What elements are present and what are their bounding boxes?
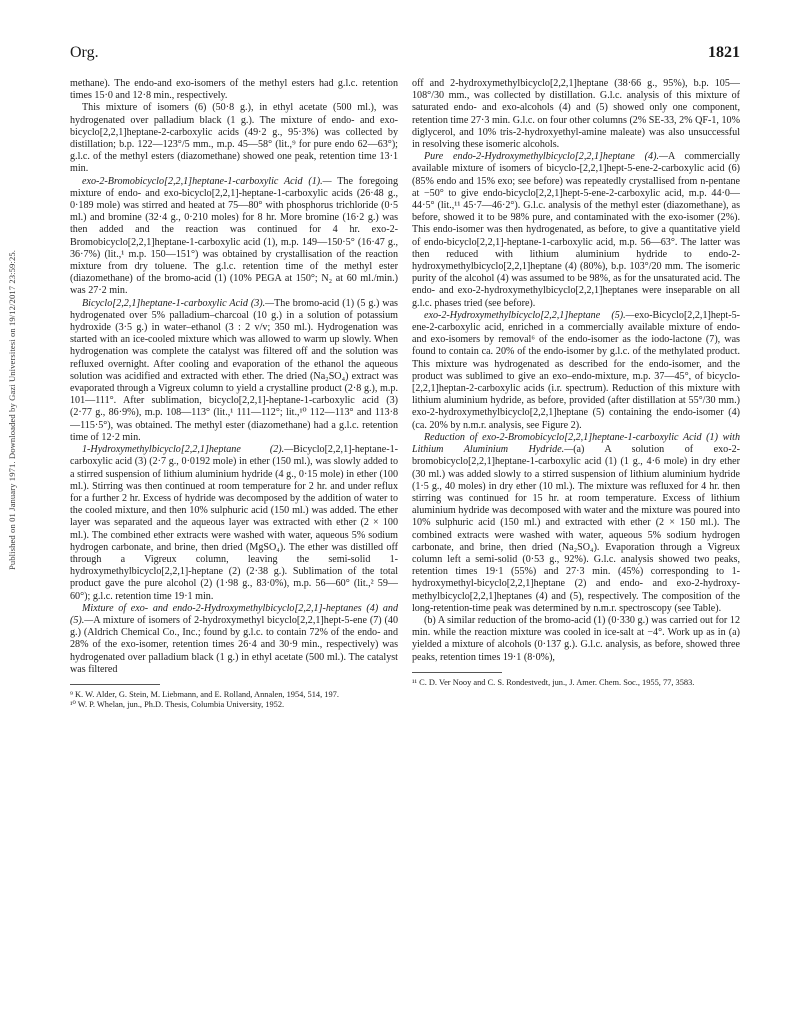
left-column <box>70 78 398 1026</box>
section-heading: exo-2-Hydroxymethylbicyclo[2,2,1]heptane (5).— <box>424 309 635 321</box>
footnote-divider <box>70 684 160 685</box>
paragraph: (b) A similar reduction of the bromo-acid (1) (0·330 g.) was carried out for 12 min. while the reaction mixture was cooled in ice-salt at −4°. Work up as in (a) yielded a mixture of alcohols (0·137 g.). G.l.c. analysis, as before, showed three peaks, retention times 19·1 (8·0%), <box>412 614 740 663</box>
section-paragraph <box>412 310 740 432</box>
paragraph-text: A mixture of isomers of 2-hydroxymethyl bicyclo[2,2,1]hept-5-ene (7) (40 g.) (Aldrich Chemical Co., Inc.; found by g.l.c. to contain 72% of the endo- and 28% of the exo-isomer, retention times 26·4 and 30·9 min., respectively) was hydrogenated over palladium black (1 g.) in ethyl acetate (500 ml.). The catalyst was filtered <box>70 614 398 675</box>
footnote-divider <box>412 672 502 673</box>
section-paragraph <box>412 151 740 310</box>
section-heading: Mixture of exo- and endo-2-Hydroxymethylbicyclo[2,2,1]-heptanes (4) and (5).— <box>70 602 398 626</box>
paragraph: This mixture of isomers (6) (50·8 g.), in ethyl acetate (500 ml.), was hydrogenated over palladium black (1 g.). The mixture of endo- and exo-bicyclo[2,2,1]heptane-2-carboxylic acids (49·2 g., 95·3%) was collected by distillation; b.p. 122—123°/5 mm., m.p. 45—58° (lit.,⁹ for pure endo 62—63°); g.l.c. of the methyl esters (diazomethane) showed one peak, retention time 13·1 min. <box>70 102 398 175</box>
paragraph: off and 2-hydroxymethylbicyclo[2,2,1]heptane (38·66 g., 95%), b.p. 105—108°/30 mm., was collected by distillation. G.l.c. analysis of this mixture of saturated endo- and exo-alcohols (4) and (5) showed only one component, retention time 27·3 min. G.l.c. on four other columns (2% SE-33, 2% QF-1, 10% diglycerol, and 10% tris-2-hydroxyethyl-amine maleate) was also unsuccessful in resolving these isomeric alcohols. <box>412 78 740 151</box>
section-heading: Reduction of exo-2-Bromobicyclo[2,2,1]heptane-1-carboxylic Acid (1) with Lithium Aluminium Hydride.— <box>412 431 740 456</box>
section-paragraph <box>412 432 740 615</box>
section-paragraph <box>70 176 398 298</box>
section-heading: 1-Hydroxymethylbicyclo[2,2,1]heptane (2).— <box>82 444 294 456</box>
footnote: ¹⁰ W. P. Whelan, jun., Ph.D. Thesis, Columbia University, 1952. <box>70 700 285 710</box>
journal-name: Org. <box>70 44 99 61</box>
section-paragraph <box>70 298 398 444</box>
footnote: ⁹ K. W. Alder, G. Stein, M. Liebmann, and E. Rolland, Annalen, 1954, 514, 197. <box>70 689 339 699</box>
paragraph-text: The bromo-acid (1) (5 g.) was hydrogenated over 5% palladium–charcoal (10 g.) in a solution of potassium hydroxide (3·5 g.) in water–ethanol (3 : 2 v/v; 350 ml.). Hydrogenation was started with an ice-cooled mixture which was allowed to warm up slowly. When hydrogenation was complete the catalyst was filtered off and the solution was refluxed overnight. After cooling and evaporation of the ethanol the aqueous solution was acidified and extracted with ether. The dried (Na₂SO₄) extract was evaporated through a Vigreux column to yield a crystalline product (2·8 g.), m.p. 101—111°. After sublimation, bicyclo[2,2,1]-heptane-1-carboxylic acid (3) (2·77 g., 86·9%), m.p. 108—113° (lit.,¹ 111—112°; lit.,¹⁰ 112—113° and 113·8—115·5°), was obtained. The methyl ester (diazomethane) had a g.l.c. retention time of 12·2 min. <box>70 297 398 443</box>
paragraph-text: A commercially available mixture of isomers of bicyclo-[2,2,1]hept-5-ene-2-carboxylic acid (6) (85% endo and 15% exo; see before) was repeatedly crystallised from n-pentane at −50° to give endo-bicyclo[2,2,1]hept-5-ene-2-carboxylic acid, m.p. 44·0—44·5° (lit.,¹¹ 45·7—46·2°). G.l.c. analysis of the methyl ester (diazomethane), as before, showed it to be 98% pure, and contaminated with the exo-isomer (2%). This endo-isomer was then hydrogenated, as before, to give a quantitative yield of endo-bicyclo[2,2,1]-heptane-1-carboxylic acid, m.p. 56—63°. The latter was then reduced with lithium aluminium hydride to endo-2-hydroxymethylbicyclo[2,2,1]heptane (4) (80%), b.p. 103°/20 mm. The isomeric purity of the alcohol (4) was assumed to be 98%, as for the unsaturated acid. The endo- and exo-2-hydroxymethylbicyclo[2,2,1]heptanes were inseparable on all g.l.c. phases tried (see before). <box>412 151 740 309</box>
section-paragraph <box>70 444 398 603</box>
paragraph-text: Bicyclo[2,2,1]-heptane-1-carboxylic acid (3) (2·7 g., 0·0192 mole) in ether (150 ml.), was slowly added to a stirred suspension of lithium aluminium hydride (4 g., 0·15 mole) in ether (100 ml.). Stirring was then continued at room temperature for 2 hr. and under reflux for a further 2 hr. Excess of hydride was decomposed by the addition of water to the cooled mixture, and then 10% sulphuric acid (150 ml.) was added. The ether layer was separated and the aqueous layer was extracted with ether (2 × 100 ml.). The combined ether extracts were washed with water, aqueous 5% sodium hydrogen carbonate, and brine, then dried (MgSO₄). The ether was distilled off through a Vigreux column, leaving the semi-solid 1-hydroxymethylbicyclo[2,2,1]-heptane (2) (2·38 g.). Sublimation of the total product gave the pure alcohol (2) (1·98 g., 83·0%), m.p. 56—60° (lit.,² 59—60°); g.l.c. retention time 19·1 min. <box>70 444 398 602</box>
paragraph-text: The foregoing mixture of endo- and exo-bicyclo[2,2,1]-heptane-1-carboxylic acids (26·48 g., 0·189 mole) was stirred and heated at 75—80° with phosphorus trichloride (0·5 ml.) and bromine (32·4 g., 0·210 moles) for 8 hr. More bromine (16·2 g.) was then added and the reaction was continued for 4 hr. exo-2-Bromobicyclo[2,2,1]heptane-1-carboxylic acid (1), m.p. 149—150·5° (16·47 g., 36·7%) (lit.,¹ m.p. 150—151°) was obtained by crystallisation of the reaction mixture from dry toluene. The g.l.c. retention time of the methyl ester (diazomethane) of the bromo-acid (1) (10% PEGA at 150°; N₂ at 60 ml./min.) was 27·2 min. <box>70 175 398 297</box>
download-notice <box>0 150 24 670</box>
footnote: ¹¹ C. D. Ver Nooy and C. S. Rondestvedt, jun., J. Amer. Chem. Soc., 1955, 77, 3583. <box>412 677 695 687</box>
section-paragraph <box>70 603 398 676</box>
paragraph-text: exo-Bicyclo[2,2,1]hept-5-ene-2-carboxylic acid, enriched in a commercially available mixture of endo- and exo-isomers by removal⁶ of the endo-isomer as the iodo-lactone (7), was found to contain ca. 20% of the endo-isomer by g.l.c. of the methylated product. This mixture was hydrogenated as described for the endo-isomer, and the product was sublimed to give an exo–endo-mixture, m.p. 37—45°, of bicyclo-[2,2,1]heptan-2-carboxylic acids (i.r. spectrum). Reduction of this mixture with lithium aluminium hydride, as before, provided (after distillation at 55°/30 mm.) exo-2-hydroxymethylbicyclo[2,2,1]heptane (5) containing the endo-isomer (4) (ca. 20% by n.m.r. analysis, see Figure 2). <box>412 309 740 431</box>
page-number: 1821 <box>708 44 740 61</box>
download-notice-text: Published on 01 January 1971. Downloaded by Gazi Universitesi on 19/12/2017 23:59:25. <box>7 250 17 570</box>
paragraph: methane). The endo-and exo-isomers of the methyl esters had g.l.c. retention times 15·0 and 12·8 min., respectively. <box>70 78 398 102</box>
page-header <box>70 44 740 70</box>
section-heading: Pure endo-2-Hydroxymethylbicyclo[2,2,1]heptane (4).— <box>424 151 668 163</box>
section-heading: Bicyclo[2,2,1]heptane-1-carboxylic Acid (3).— <box>82 297 275 309</box>
paragraph-text: (a) A solution of exo-2-bromobicyclo[2,2,1]heptane-1-carboxylic acid (1) (1 g., 4·6 mole) in dry ether (30 ml.) was added slowly to a stirred suspension of lithium aluminium hydride (1·5 g., 40 moles) in dry ether (10 ml.). The mixture was refluxed for 4 hr. then stirring was continued for 15 hr. at room temperature. Excess of lithium aluminium hydride was decomposed with water and the mixture was poured into 10% sulphuric acid (150 ml.) and extracted with ether (2 × 150 ml.). The combined extracts were washed with water, aqueous 5% sodium hydrogen carbonate, and brine, then dried (Na₂SO₄). Evaporation through a Vigreux column left a semi-solid (0·53 g., 92%). G.l.c. analysis showed two peaks, retention times 19·1 (55%) and 27·3 min. (45%) corresponding to 1-hydroxymethyl-bicyclo[2,2,1]heptane (2) and endo- and exo-2-hydroxy-methylbicyclo[2,2,1]heptanes (4) and (5), respectively. The composition of the long-retention-time peak was determined by n.m.r. spectroscopy (see Table). <box>412 444 740 614</box>
right-column <box>412 78 740 1026</box>
section-heading: exo-2-Bromobicyclo[2,2,1]heptane-1-carboxylic Acid (1).— <box>82 175 332 187</box>
